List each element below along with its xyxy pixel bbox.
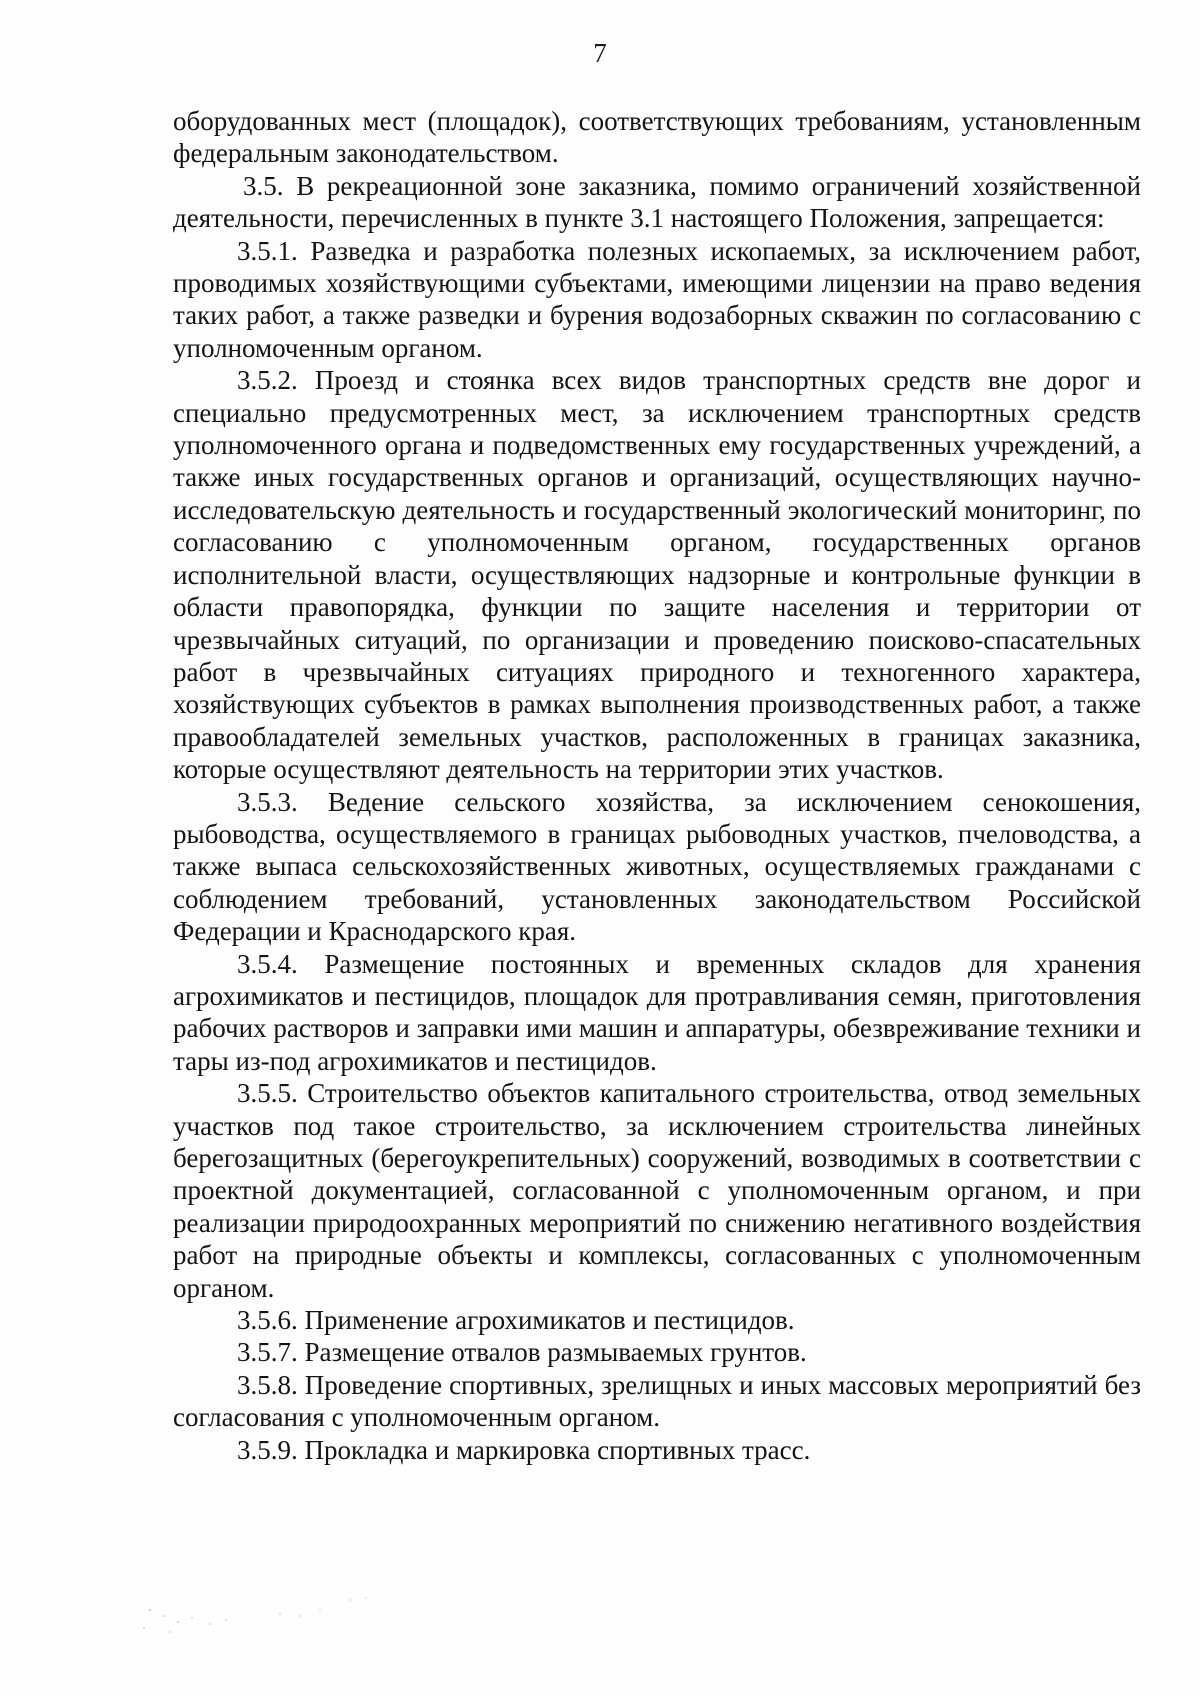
paragraph-3-5-5: 3.5.5. Строительство объектов капитального строительства, отвод земельных участков под такое строительство, за исключением строительства линейных берегозащитных (берегоукрепительных) сооружений, возводимых в соответствии с проектной документацией, согласованной с уполномоченным органом, и при реализации природоохранных мероприятий по снижению негативного воздействия работ на природные объекты и комплексы, согласованных с уполномоченным органом. bbox=[173, 1078, 1141, 1303]
paragraph-3-5-1: 3.5.1. Разведка и разработка полезных ископаемых, за исключением работ, проводимых хозяйствующими субъектами, имеющими лицензии на право ведения таких работ, а также разведки и бурения водозаборных скважин по согласованию с уполномоченным органом. bbox=[173, 235, 1141, 363]
paragraph-3-5-3: 3.5.3. Ведение сельского хозяйства, за исключением сенокошения, рыбоводства, осуществляемого в границах рыбоводных участков, пчеловодства, а также выпаса сельскохозяйственных животных, осуществляемых гражданами с соблюдением требований, установленных законодательством Российской Федерации и Краснодарского края. bbox=[173, 786, 1141, 947]
paragraph-3-5-4: 3.5.4. Размещение постоянных и временных складов для хранения агрохимикатов и пестицидов, площадок для протравливания семян, приготовления рабочих растворов и заправки ими машин и аппаратуры, обезвреживание техники и тары из-под агрохимикатов и пестицидов. bbox=[173, 948, 1141, 1076]
document-body bbox=[173, 105, 1141, 1466]
paragraph-3-5-8: 3.5.8. Проведение спортивных, зрелищных и иных массовых мероприятий без согласования с уполномоченным органом. bbox=[173, 1369, 1141, 1433]
paragraph-3-5-9: 3.5.9. Прокладка и маркировка спортивных трасс. bbox=[237, 1434, 811, 1465]
paragraph-3-5: 3.5. В рекреационной зоне заказника, помимо ограничений хозяйственной деятельности, перечисленных в пункте 3.1 настоящего Положения, запрещается: bbox=[173, 170, 1141, 234]
page-number: 7 bbox=[593, 38, 607, 68]
paragraph-continuation: оборудованных мест (площадок), соответствующих требованиям, установленным федеральным законодательством. bbox=[173, 106, 1141, 169]
paragraph-3-5-2: 3.5.2. Проезд и стоянка всех видов транспортных средств вне дорог и специально предусмотренных мест, за исключением транспортных средств уполномоченного органа и подведомственных ему государственных учреждений, а также иных государственных органов и организаций, осуществляющих научно-исследовательскую деятельность и государственный экологический мониторинг, по согласованию с уполномоченным органом, государственных органов исполнительной власти, осуществляющих надзорные и контрольные функции в области правопорядка, функции по защите населения и территории от чрезвычайных ситуаций, по организации и проведению поисково-спасательных работ в чрезвычайных ситуациях природного и техногенного характера, хозяйствующих субъектов в рамках выполнения производственных работ, а также правообладателей земельных участков, расположенных в границах заказника, которые осуществляют деятельность на территории этих участков. bbox=[173, 365, 1141, 785]
paragraph-3-5-6: 3.5.6. Применение агрохимикатов и пестицидов. bbox=[237, 1305, 795, 1336]
scan-noise-specks bbox=[130, 1580, 390, 1640]
paragraph-3-5-7: 3.5.7. Размещение отвалов размываемых грунтов. bbox=[237, 1337, 807, 1368]
